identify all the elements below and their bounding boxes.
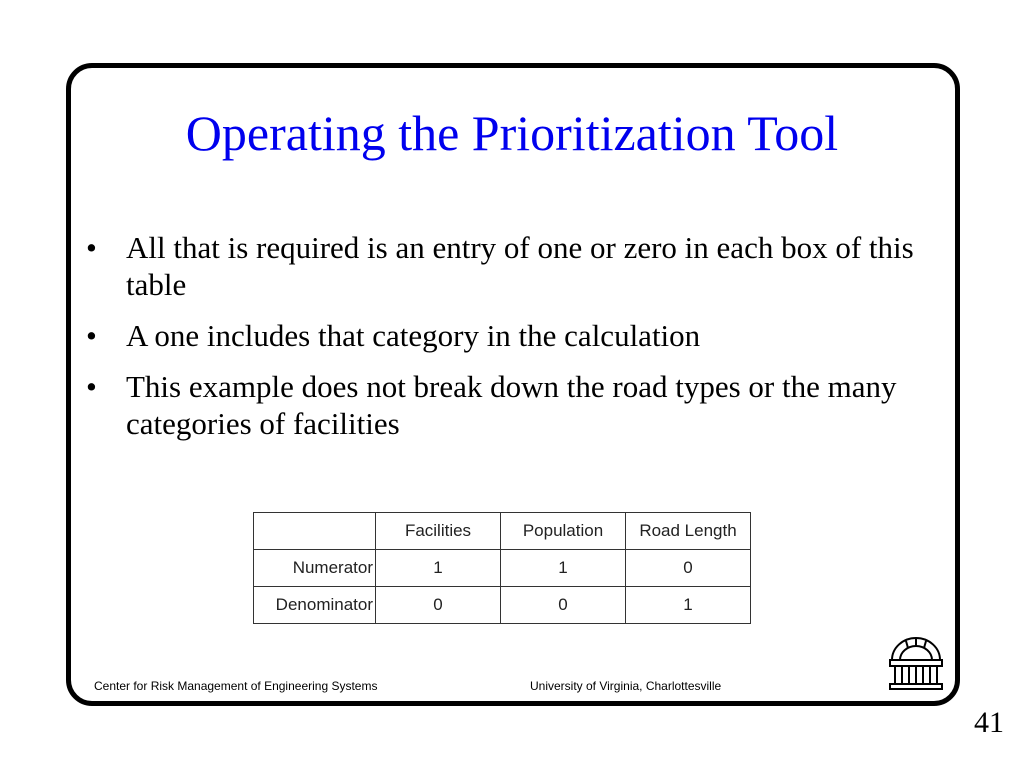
bullet-text: This example does not break down the road types or the many categories of facilities <box>126 369 897 441</box>
table-corner-cell <box>254 513 376 550</box>
bullet-text: All that is required is an entry of one or zero in each box of this table <box>126 230 914 302</box>
cell-numerator-road-length: 0 <box>626 550 751 587</box>
prioritization-table-container <box>253 512 751 624</box>
column-header-facilities: Facilities <box>376 513 501 550</box>
bullet-marker: • <box>86 369 97 404</box>
table-row-denominator <box>254 587 751 624</box>
bullet-item <box>86 317 926 354</box>
bullet-marker: • <box>86 318 97 353</box>
cell-denominator-population: 0 <box>501 587 626 624</box>
column-header-road-length: Road Length <box>626 513 751 550</box>
column-header-population: Population <box>501 513 626 550</box>
row-header-denominator: Denominator <box>254 587 376 624</box>
bullet-item <box>86 368 926 442</box>
prioritization-table <box>253 512 751 624</box>
bullet-item <box>86 229 926 303</box>
page-number: 41 <box>974 706 1004 739</box>
footer-organization: Center for Risk Management of Engineering Systems <box>94 679 378 693</box>
cell-denominator-facilities: 0 <box>376 587 501 624</box>
bullet-marker: • <box>86 230 97 265</box>
cell-denominator-road-length: 1 <box>626 587 751 624</box>
table-row-numerator <box>254 550 751 587</box>
university-rotunda-icon <box>886 632 946 692</box>
cell-numerator-population: 1 <box>501 550 626 587</box>
footer-university: University of Virginia, Charlottesville <box>530 679 722 693</box>
bullet-list <box>86 229 926 456</box>
cell-numerator-facilities: 1 <box>376 550 501 587</box>
slide-title: Operating the Prioritization Tool <box>185 105 839 161</box>
table-header-row <box>254 513 751 550</box>
bullet-text: A one includes that category in the calculation <box>126 318 701 353</box>
row-header-numerator: Numerator <box>254 550 376 587</box>
